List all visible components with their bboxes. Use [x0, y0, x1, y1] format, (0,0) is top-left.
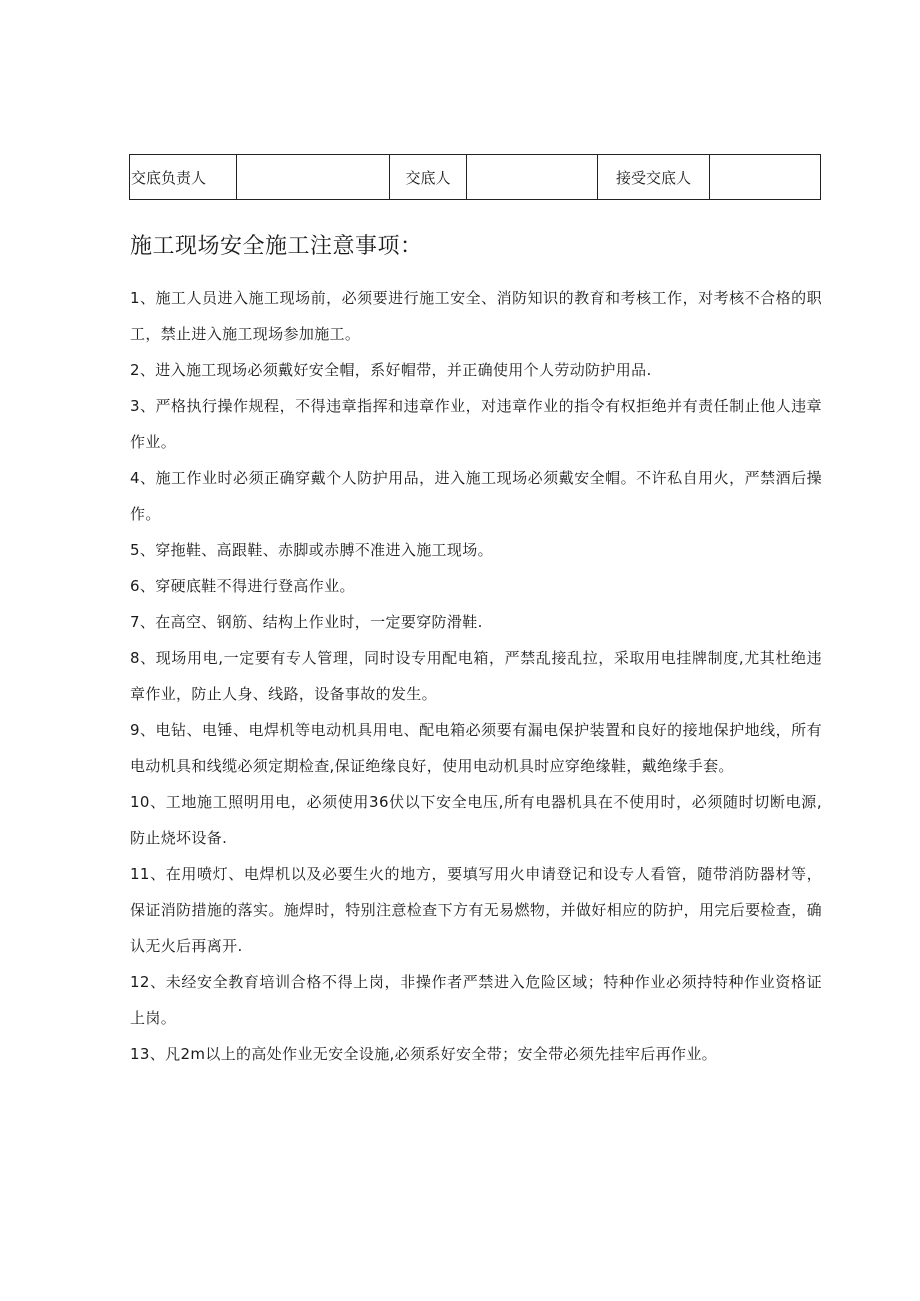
rule-item: 3、严格执行操作规程，不得违章指挥和违章作业，对违章作业的指令有权拒绝并有责任制止他人违章作业。 — [130, 397, 822, 451]
rules-list — [130, 280, 822, 1072]
recipient-label: 接受交底人 — [598, 155, 710, 200]
recipient-field[interactable] — [710, 155, 821, 200]
briefer-label: 交底人 — [390, 155, 467, 200]
rule-item: 6、穿硬底鞋不得进行登高作业。 — [130, 577, 355, 595]
rule-item: 9、电钻、电锤、电焊机等电动机具用电、配电箱必须要有漏电保护装置和良好的接地保护地线，所有电动机具和线缆必须定期检查,保证绝缘良好，使用电动机具时应穿绝缘鞋，戴绝缘手套。 — [130, 721, 822, 775]
rule-item: 13、凡2m以上的高处作业无安全设施,必须系好安全带；安全带必须先挂牢后再作业。 — [130, 1045, 718, 1063]
rule-item: 4、施工作业时必须正确穿戴个人防护用品，进入施工现场必须戴安全帽。不许私自用火，严禁酒后操作。 — [130, 469, 822, 523]
rule-item: 7、在高空、钢筋、结构上作业时，一定要穿防滑鞋. — [130, 613, 483, 631]
briefer-field[interactable] — [467, 155, 598, 200]
signature-row — [130, 155, 821, 200]
rule-item: 2、进入施工现场必须戴好安全帽，系好帽带，并正确使用个人劳动防护用品. — [130, 361, 652, 379]
briefing-supervisor-field[interactable] — [237, 155, 390, 200]
briefing-supervisor-label: 交底负责人 — [130, 155, 237, 200]
rule-item: 1、施工人员进入施工现场前，必须要进行施工安全、消防知识的教育和考核工作，对考核不合格的职工，禁止进入施工现场参加施工。 — [130, 289, 822, 343]
rule-item: 5、穿拖鞋、高跟鞋、赤脚或赤膊不准进入施工现场。 — [130, 541, 493, 559]
rule-item: 11、在用喷灯、电焊机以及必要生火的地方，要填写用火申请登记和设专人看管，随带消防器材等，保证消防措施的落实。施焊时，特别注意检查下方有无易燃物，并做好相应的防护，用完后要检查，确认无火后再离开. — [130, 865, 822, 955]
rule-item: 8、现场用电,一定要有专人管理，同时设专用配电箱，严禁乱接乱拉，采取用电挂牌制度,尤其杜绝违章作业，防止人身、线路，设备事故的发生。 — [130, 649, 822, 703]
rule-item: 10、工地施工照明用电，必须使用36伏以下安全电压,所有电器机具在不使用时，必须随时切断电源,防止烧坏设备. — [130, 793, 822, 847]
rule-item: 12、未经安全教育培训合格不得上岗，非操作者严禁进入危险区域；特种作业必须持特种作业资格证上岗。 — [130, 973, 822, 1027]
signature-table — [129, 154, 821, 200]
section-heading: 施工现场安全施工注意事项： — [130, 234, 423, 259]
